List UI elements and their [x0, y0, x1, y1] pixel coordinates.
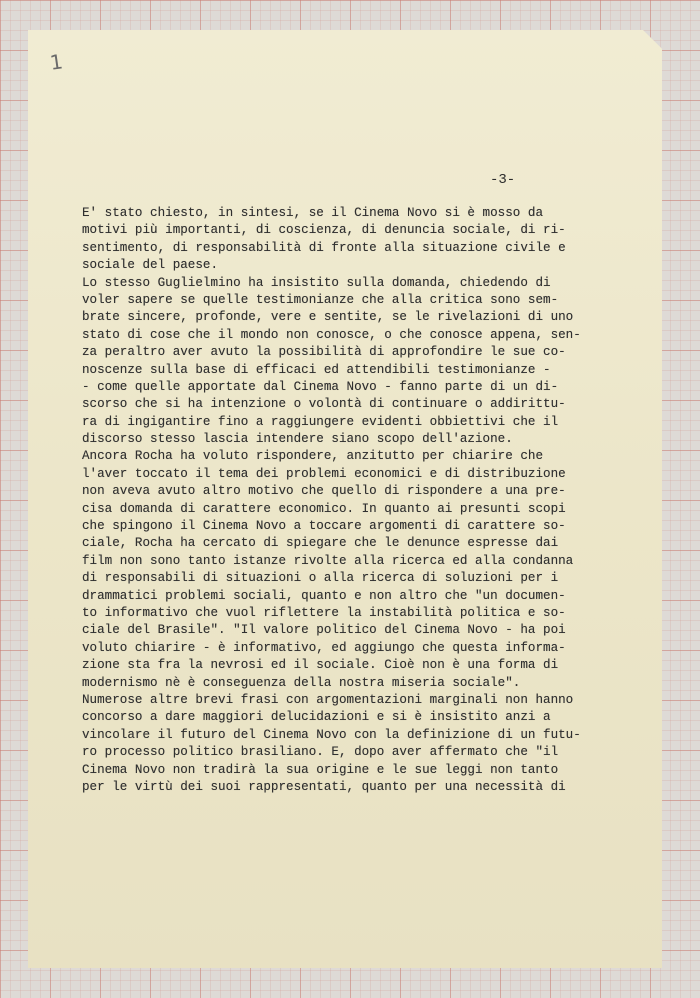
text-line: noscenze sulla base di efficaci ed attendibili testimonianze -	[82, 362, 551, 377]
text-line: Lo stesso Guglielmino ha insistito sulla domanda, chiedendo di	[82, 275, 551, 290]
text-line: per le virtù dei suoi rappresentati, quanto per una necessità di	[82, 779, 566, 794]
text-line: vincolare il futuro del Cinema Novo con la definizione di un futu-	[82, 727, 581, 742]
text-line: concorso a dare maggiori delucidazioni e si è insistito anzi a	[82, 710, 551, 725]
text-line: to informativo che vuol riflettere la instabilità politica e so-	[82, 605, 566, 620]
text-line: Numerose altre brevi frasi con argomentazioni marginali non hanno	[82, 692, 574, 707]
text-line: sociale del paese.	[82, 258, 219, 273]
text-line: E' stato chiesto, in sintesi, se il Cinema Novo si è mosso da	[82, 206, 544, 220]
text-line: brate sincere, profonde, vere e sentite, se le rivelazioni di uno	[82, 310, 574, 325]
text-line: drammatici problemi sociali, quanto e non altro che "un documen-	[82, 588, 566, 603]
text-line: film non sono tanto istanze rivolte alla ricerca ed alla condanna	[82, 553, 574, 568]
text-line: motivi più importanti, di coscienza, di denuncia sociale, di ri-	[82, 223, 566, 238]
text-line: - come quelle apportate dal Cinema Novo - fanno parte di un di-	[82, 379, 559, 394]
text-line: voler sapere se quelle testimonianze che alla critica sono sem-	[82, 292, 559, 307]
text-line: za peraltro aver avuto la possibilità di approfondire le sue co-	[82, 345, 566, 360]
text-line: ciale, Rocha ha cercato di spiegare che le denunce espresse dai	[82, 536, 559, 551]
text-line: di responsabili di situazioni o alla ricerca di soluzioni per i	[82, 571, 559, 586]
text-line: sentimento, di responsabilità di fronte alla situazione civile e	[82, 240, 566, 255]
pencil-mark: 1	[48, 49, 65, 75]
text-line: modernismo nè è conseguenza della nostra miseria sociale".	[82, 675, 521, 690]
text-line: l'aver toccato il tema dei problemi economici e di distribuzione	[82, 466, 566, 481]
text-line: Cinema Novo non tradirà la sua origine e le sue leggi non tanto	[82, 762, 559, 777]
text-line: che spingono il Cinema Novo a toccare argomenti di carattere so-	[82, 519, 566, 534]
body-text	[82, 205, 662, 796]
text-line: cisa domanda di carattere economico. In quanto ai presunti scopi	[82, 501, 566, 516]
text-line: discorso stesso lascia intendere siano scopo dell'azione.	[82, 432, 513, 447]
page-number: -3-	[490, 172, 516, 188]
text-line: voluto chiarire - è informativo, ed aggiungo che questa informa-	[82, 640, 566, 655]
text-line: zione sta fra la nevrosi ed il sociale. Cioè non è una forma di	[82, 658, 559, 673]
text-line: stato di cose che il mondo non conosce, o che conosce appena, sen-	[82, 327, 581, 342]
text-line: ra di ingigantire fino a raggiungere evidenti obbiettivi che il	[82, 414, 559, 429]
text-line: scorso che si ha intenzione o volontà di continuare o addirittu-	[82, 397, 566, 412]
text-line: ro processo politico brasiliano. E, dopo aver affermato che "il	[82, 745, 559, 760]
text-line: non aveva avuto altro motivo che quello di rispondere a una pre-	[82, 484, 566, 499]
text-line: ciale del Brasile". "Il valore politico del Cinema Novo - ha poi	[82, 623, 566, 638]
text-line: Ancora Rocha ha voluto rispondere, anzitutto per chiarire che	[82, 449, 544, 464]
